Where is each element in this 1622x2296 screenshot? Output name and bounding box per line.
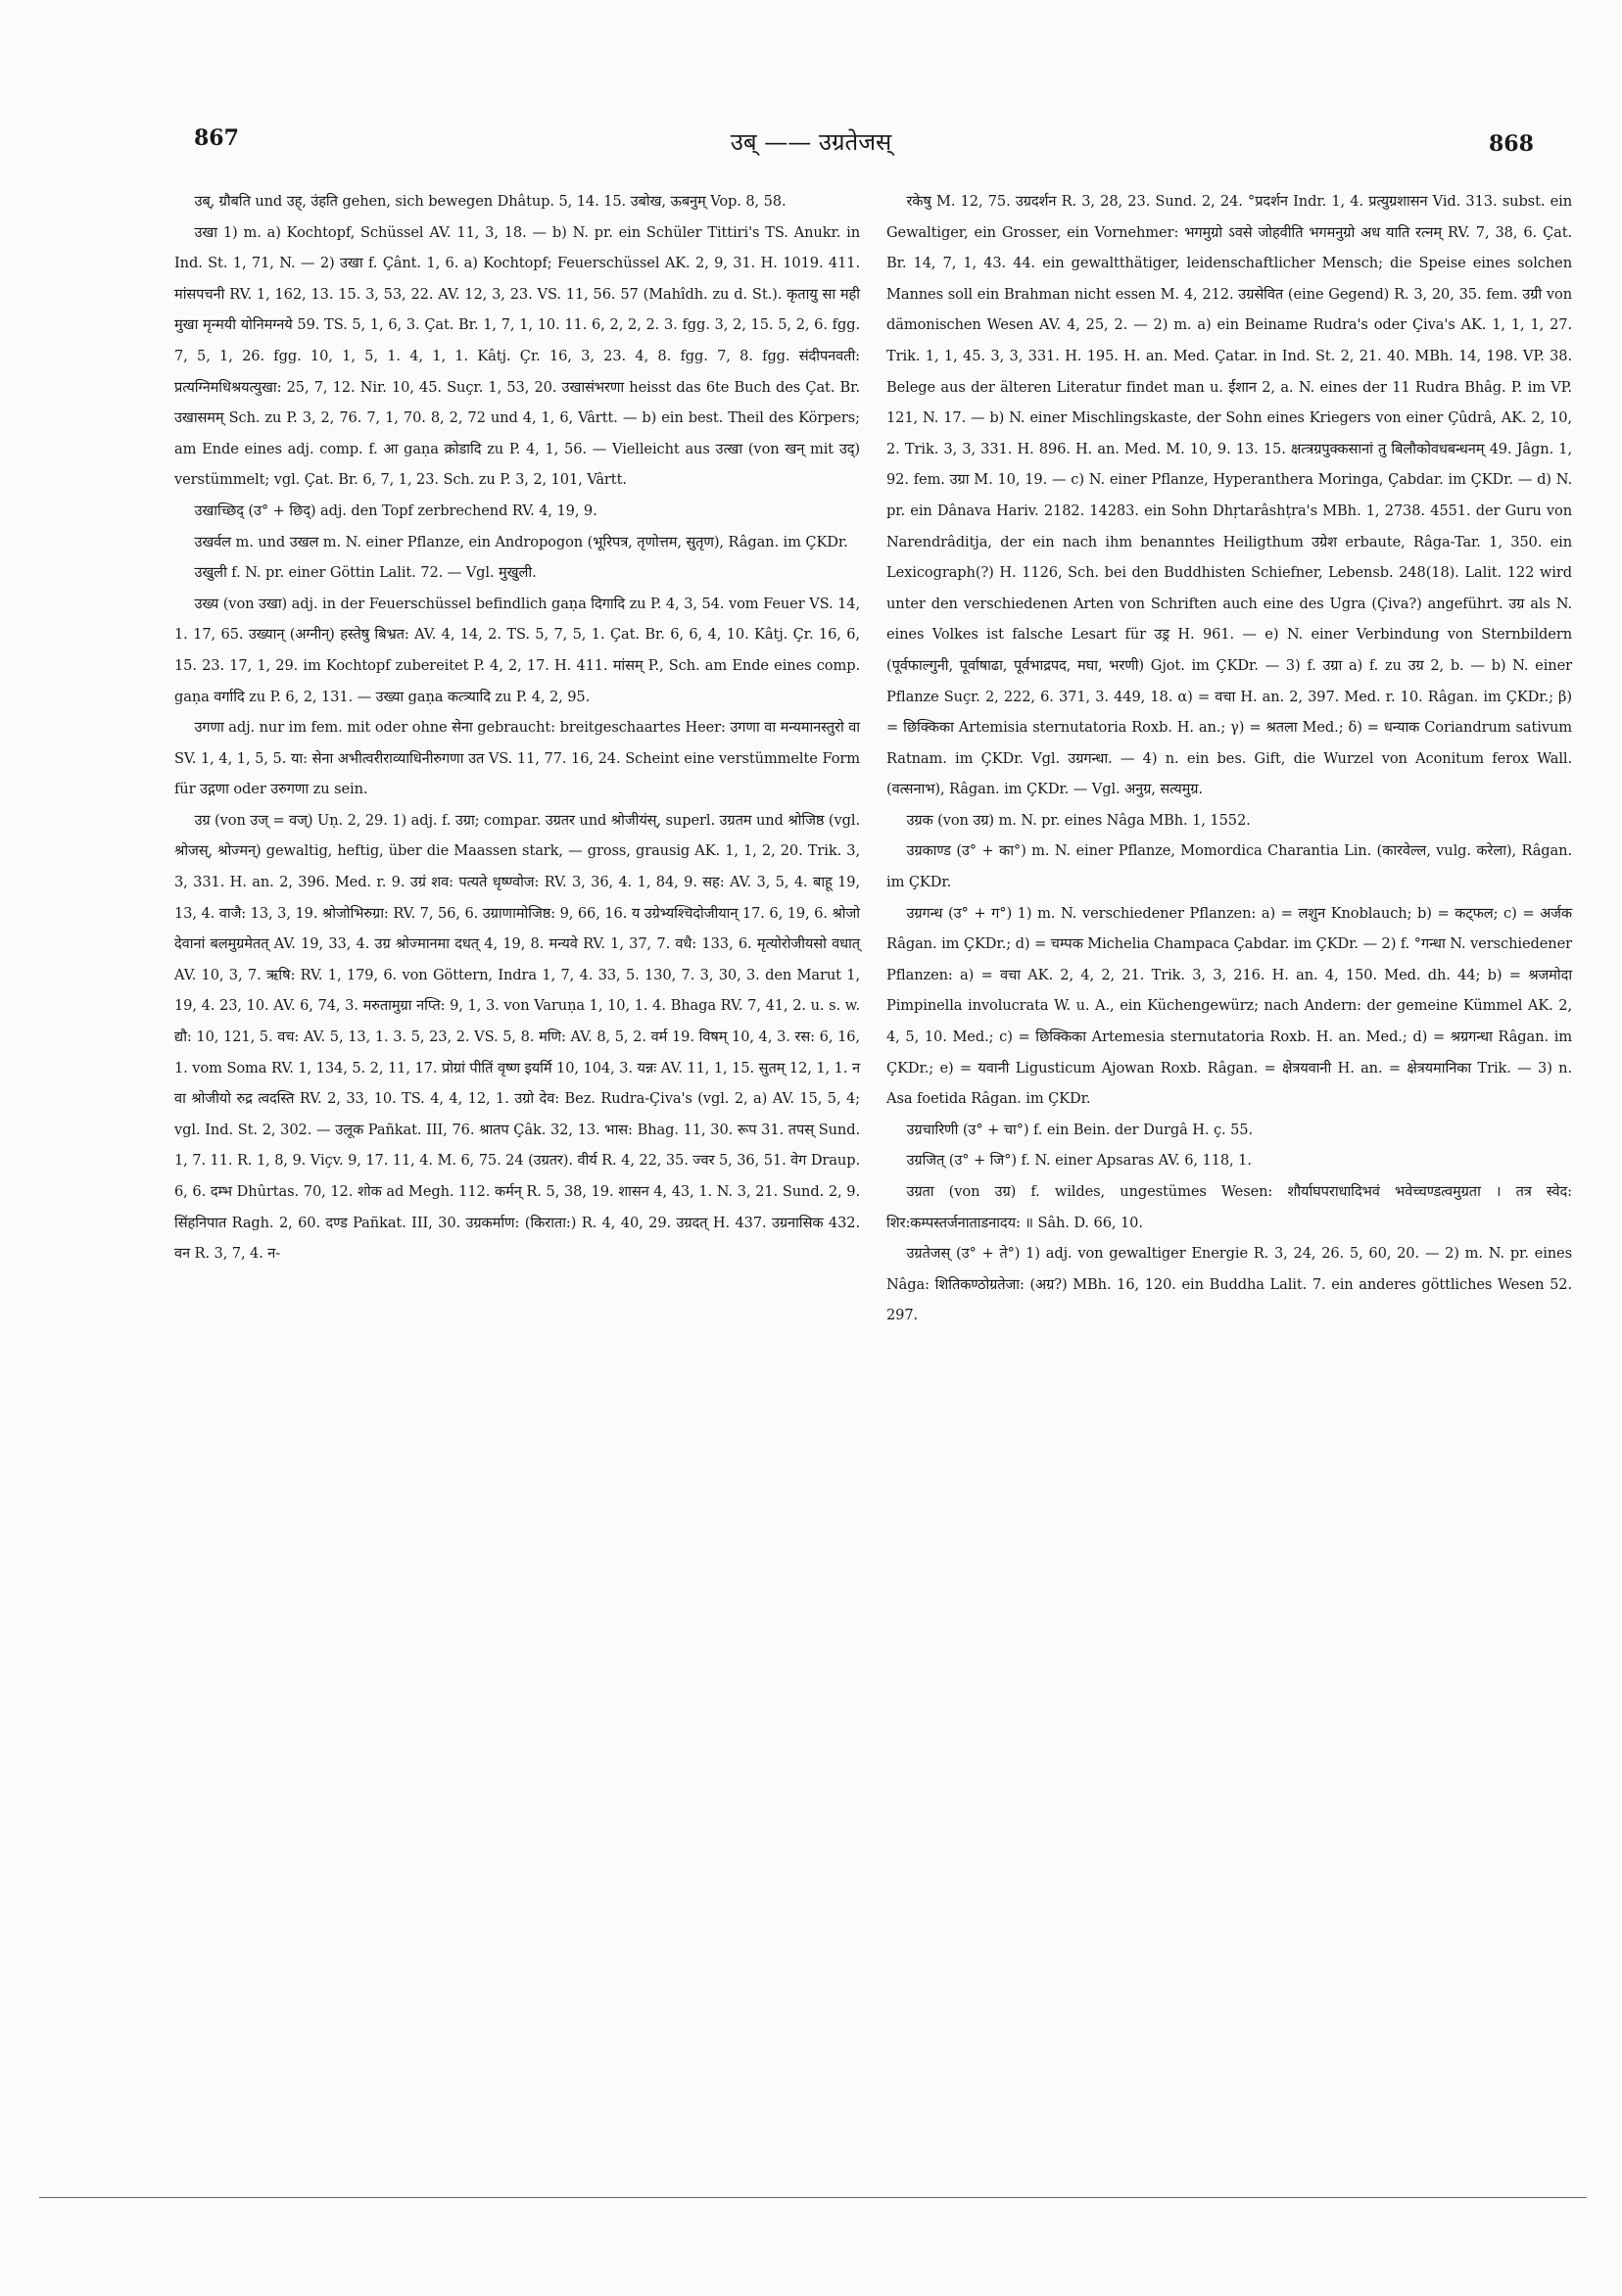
- bottom-rule: [39, 2197, 1587, 2198]
- dictionary-entry: उगणा adj. nur im fem. mit oder ohne सेना gebraucht: breitgeschaartes Heer: उगणा वा मन्यमानस्तुरो वा SV. 1, 4, 1, 5, 5. या: सेना अभीत्वरीराव्याधिनीरुगणा उत VS. 11, 77. 16, 24. Scheint eine verstümmelte Form für उद्गणा oder उरुगणा zu sein.: [174, 719, 860, 798]
- left-column: [174, 186, 860, 1269]
- dictionary-entry: उग्रगन्ध (उ° + ग°) 1) m. N. verschiedener Pflanzen: a) = लशुन Knoblauch; b) = कट्फल; c) = अर्जक Râgan. im ÇKDr.; d) = चम्पक Michelia Champaca Çabdar. im ÇKDr. — 2) f. °गन्धा N. verschiedener Pflanzen: a) = वचा AK. 2, 4, 2, 21. Trik. 3, 3, 216. H. an. 4, 150. Med. dh. 44; b) = श्रजमोदा Pimpinella involucrata W. u. A., ein Küchengewürz; nach Andern: der gemeine Kümmel AK. 2, 4, 5, 10. Med.; c) = छिक्किका Artemesia sternutatoria Roxb. H. an. Med.; d) = श्रग्रगन्धा Râgan. im ÇKDr.; e) = यवानी Ligusticum Ajowan Roxb. Râgan. = क्षेत्रयवानी H. an. = क्षेत्रयमानिका Trik. — 3) n. Asa foetida Râgan. im ÇKDr.: [886, 904, 1572, 1108]
- dictionary-entry: उग्रजित् (उ° + जि°) f. N. einer Apsaras AV. 6, 118, 1.: [906, 1152, 1252, 1170]
- dictionary-entry: उग्रता (von उग्र) f. wildes, ungestümes Wesen: शौर्याघपराधादिभवं भवेच्चण्डत्वमुग्रता । तत्र स्वेद: शिर:कम्पस्तर्जनाताडनादय: ॥ Sâh. D. 66, 10.: [886, 1183, 1572, 1231]
- dictionary-entry: उग्रक (von उग्र) m. N. pr. eines Nâga MBh. 1, 1552.: [906, 811, 1251, 829]
- dictionary-entry: उग्रकाण्ड (उ° + का°) m. N. einer Pflanze, Momordica Charantia Lin. (कारवेल्ल, vulg. करेला), Râgan. im ÇKDr.: [886, 842, 1572, 891]
- dictionary-entry: उखाच्छिद् (उ° + छिद्) adj. den Topf zerbrechend RV. 4, 19, 9.: [194, 502, 597, 519]
- running-title: उब् —— उग्रतेजस्: [730, 128, 892, 156]
- right-column: [886, 186, 1572, 1331]
- page-number-left: 867: [194, 125, 239, 151]
- dictionary-entry: उब्, ग्रौबति und उह्, उंहति gehen, sich bewegen Dhâtup. 5, 14. 15. उबोख, ऊबनुम् Vop. 8, 58.: [194, 193, 787, 210]
- dictionary-entry: रकेषु M. 12, 75. उग्रदर्शन R. 3, 28, 23. Sund. 2, 24. °प्रदर्शन Indr. 1, 4. प्रत्युग्रशासन Vid. 313. subst. ein Gewaltiger, ein Grosser, ein Vornehmer: भगमुग्रो ऽवसे जोहवीति भगमनुग्रो अध याति रत्नम् RV. 7, 38, 6. Çat. Br. 14, 7, 1, 43. 44. ein gewaltthätiger, leidenschaftlicher Mensch; die Speise eines solchen Mannes soll ein Brahman nicht essen M. 4, 212. उग्रसेवित (eine Gegend) R. 3, 20, 35. fem. उग्री von dämonischen Wesen AV. 4, 25, 2. — 2) m. a) ein Beiname Rudra's oder Çiva's AK. 1, 1, 1, 27. Trik. 1, 1, 45. 3, 3, 331. H. 195. H. an. Med. Çatar. in Ind. St. 2, 21. 40. MBh. 14, 198. VP. 38. Belege aus der älteren Literatur findet man u. ईशान 2, a. N. eines der 11 Rudra Bhâg. P. im VP. 121, N. 17. — b) N. einer Mischlingskaste, der Sohn eines Kriegers von einer Çûdrâ, AK. 2, 10, 2. Trik. 3, 3, 331. H. 896. H. an. Med. M. 10, 9. 13. 15. क्षत्त्रग्रपुक्कसानां तु बिलौकोवधबन्धनम् 49. Jâgn. 1, 92. fem. उग्रा M. 10, 19. — c) N. einer Pflanze, Hyperanthera Moringa, Çabdar. im ÇKDr. — d) N. pr. ein Dânava Hariv. 2182. 14283. ein Sohn Dhṛtarâshṭra's MBh. 1, 2738. 4551. der Guru von Narendrâditja, der ein nach ihm benanntes Heiligthum उग्रेश erbaute, Râga-Tar. 1, 350. ein Lexicograph(?) H. 1126, Sch. bei den Buddhisten Schiefner, Lebensb. 248(18). Lalit. 122 wird unter den verschiedenen Arten von Schriften auch eine des Ugra (Çiva?) angeführt. उग्र als N. eines Volkes ist falsche Lesart für उड्र H. 961. — e) N. einer Verbindung von Sternbildern (पूर्वफाल्गुनी, पूर्वाषाढा, पूर्वभाद्रपद, मघा, भरणी) Gjot. im ÇKDr. — 3) f. उग्रा a) f. zu उग्र 2, b. — b) N. einer Pflanze Suçr. 2, 222, 6. 371, 3. 449, 18. α) = वचा H. an. 2, 397. Med. r. 10. Râgan. im ÇKDr.; β) = छिक्किका Artemisia sternutatoria Roxb. H. an.; γ) = श्रतला Med.; δ) = धन्याक Coriandrum sativum Ratnam. im ÇKDr. Vgl. उग्रगन्धा. — 4) n. ein bes. Gift, die Wurzel von Aconitum ferox Wall. (वत्सनाभ), Râgan. im ÇKDr. — Vgl. अनुग्र, सत्यमुग्र.: [886, 193, 1572, 798]
- dictionary-entry: उख्य (von उखा) adj. in der Feuerschüssel befindlich gaṇa दिगादि zu P. 4, 3, 54. vom Feuer VS. 14, 1. 17, 65. उख्यान् (अग्नीन्) हस्तेषु बिभ्रत: AV. 4, 14, 2. TS. 5, 7, 5, 1. Çat. Br. 6, 6, 4, 10. Kâtj. Çr. 16, 6, 15. 23. 17, 1, 29. im Kochtopf zubereitet P. 4, 2, 17. H. 411. मांसम् P., Sch. am Ende eines comp. gaṇa वर्गादि zu P. 6, 2, 131. — उख्या gaṇa कत्त्र्यादि zu P. 4, 2, 95.: [174, 595, 860, 705]
- dictionary-entry: उग्रचारिणी (उ° + चा°) f. ein Bein. der Durgâ H. ç. 55.: [906, 1121, 1254, 1138]
- dictionary-entry: उखुली f. N. pr. einer Göttin Lalit. 72. — Vgl. मुखुली.: [194, 564, 537, 582]
- dictionary-entry: उग्रतेजस् (उ° + ते°) 1) adj. von gewaltiger Energie R. 3, 24, 26. 5, 60, 20. — 2) m. N. pr. eines Nâga: शितिकण्ठोग्रतेजा: (अग्र?) MBh. 16, 120. ein Buddha Lalit. 7. ein anderes göttliches Wesen 52. 297.: [886, 1245, 1572, 1324]
- page-header: [0, 125, 1622, 165]
- dictionary-entry: उखा 1) m. a) Kochtopf, Schüssel AV. 11, 3, 18. — b) N. pr. ein Schüler Tittiri's TS. Anukr. in Ind. St. 1, 71, N. — 2) उखा f. Çânt. 1, 6. a) Kochtopf; Feuerschüssel AK. 2, 9, 31. H. 1019. 411. मांसपचनी RV. 1, 162, 13. 15. 3, 53, 22. AV. 12, 3, 23. VS. 11, 56. 57 (Mahîdh. zu d. St.). कृतायु सा मही मुखा मृन्मयी योनिमग्नये 59. TS. 5, 1, 6, 3. Çat. Br. 1, 7, 1, 10. 11. 6, 2, 2, 2. 3. fgg. 3, 2, 15. 5, 2, 6. fgg. 7, 5, 1, 26. fgg. 10, 1, 5, 1. 4, 1, 1. Kâtj. Çr. 16, 3, 23. 4, 8. fgg. 7, 8. fgg. संदीपनवती: प्रत्यग्निमधिश्रयत्युखा: 25, 7, 12. Nir. 10, 45. Suçr. 1, 53, 20. उखासंभरणा heisst das 6te Buch des Çat. Br. उखासमम् Sch. zu P. 3, 2, 76. 7, 1, 70. 8, 2, 72 und 4, 1, 6, Vârtt. — b) ein best. Theil des Körpers; am Ende eines adj. comp. f. आ gaṇa क्रोडादि zu P. 4, 1, 56. — Vielleicht aus उत्खा (von खन् mit उद्) verstümmelt; vgl. Çat. Br. 6, 7, 1, 23. Sch. zu P. 3, 2, 101, Vârtt.: [174, 223, 860, 489]
- dictionary-entry: उखर्वल m. und उखल m. N. einer Pflanze, ein Andropogon (भूरिपत्र, तृणोत्तम, सुतृण), Râgan. im ÇKDr.: [194, 533, 848, 550]
- dictionary-entry: उग्र (von उज् = वज्) Uṇ. 2, 29. 1) adj. f. उग्रा; compar. उग्रतर und श्रोजीयंस्, superl. उग्रतम und श्रोजिष्ठ (vgl. श्रोजस्, श्रोज्मन्) gewaltig, heftig, über die Maassen stark, — gross, grausig AK. 1, 1, 2, 20. Trik. 3, 3, 331. H. an. 2, 396. Med. r. 9. उग्रं शव: पत्यते धृष्ण्वोज: RV. 3, 36, 4. 1, 84, 9. सह: AV. 3, 5, 4. बाहू 19, 13, 4. वाजै: 13, 3, 19. श्रोजोभिरुग्रा: RV. 7, 56, 6. उग्राणामोजिष्ठ: 9, 66, 16. य उग्रेभ्यश्चिदोजीयान् 17. 6, 19, 6. श्रोजो देवानां बलमुग्रमेतत् AV. 19, 33, 4. उग्र श्रोज्मानमा दधत् 4, 19, 8. मन्यवे RV. 1, 37, 7. वधै: 133, 6. मृत्योरोजीयसो वधात् AV. 10, 3, 7. ऋषि: RV. 1, 179, 6. von Göttern, Indra 1, 7, 4. 33, 5. 130, 7. 3, 30, 3. den Marut 1, 19, 4. 23, 10. AV. 6, 74, 3. मरुतामुग्रा नप्ति: 9, 1, 3. von Varuṇa 1, 10, 1. 4. Bhaga RV. 7, 41, 2. u. s. w. द्यौ: 10, 121, 5. वच: AV. 5, 13, 1. 3. 5, 23, 2. VS. 5, 8. मणि: AV. 8, 5, 2. वर्म 19. विषम् 10, 4, 3. रस: 6, 16, 1. vom Soma RV. 1, 134, 5. 2, 11, 17. प्रोग्रां पीतिं वृष्ण इयर्मि 10, 104, 3. यन्नः AV. 11, 1, 15. सुतम् 12, 1, 1. न वा श्रोजीयो रुद्र त्वदस्ति RV. 2, 33, 10. TS. 4, 4, 12, 1. उग्रो देव: Bez. Rudra-Çiva's (vgl. 2, a) AV. 15, 5, 4; vgl. Ind. St. 2, 302. — उलूक Pañkat. III, 76. श्रातप Çâk. 32, 13. भास: Bhag. 11, 30. रूप 31. तपस् Sund. 1, 7. 11. R. 1, 8, 9. Viçv. 9, 17. 11, 4. M. 6, 75. 24 (उग्रतर). वीर्य R. 4, 22, 35. ज्वर 5, 36, 51. वेग Draup. 6, 6. दम्भ Dhûrtas. 70, 12. शोक ad Megh. 112. कर्मन् R. 5, 38, 19. शासन 4, 43, 1. N. 3, 21. Sund. 2, 9. सिंहनिपात Ragh. 2, 60. दण्ड Pañkat. III, 30. उग्रकर्माण: (किराता:) R. 4, 40, 29. उग्रदत् H. 437. उग्रनासिक 432. वन R. 3, 7, 4. न-: [174, 811, 860, 1263]
- page-number-right: 868: [1489, 131, 1534, 157]
